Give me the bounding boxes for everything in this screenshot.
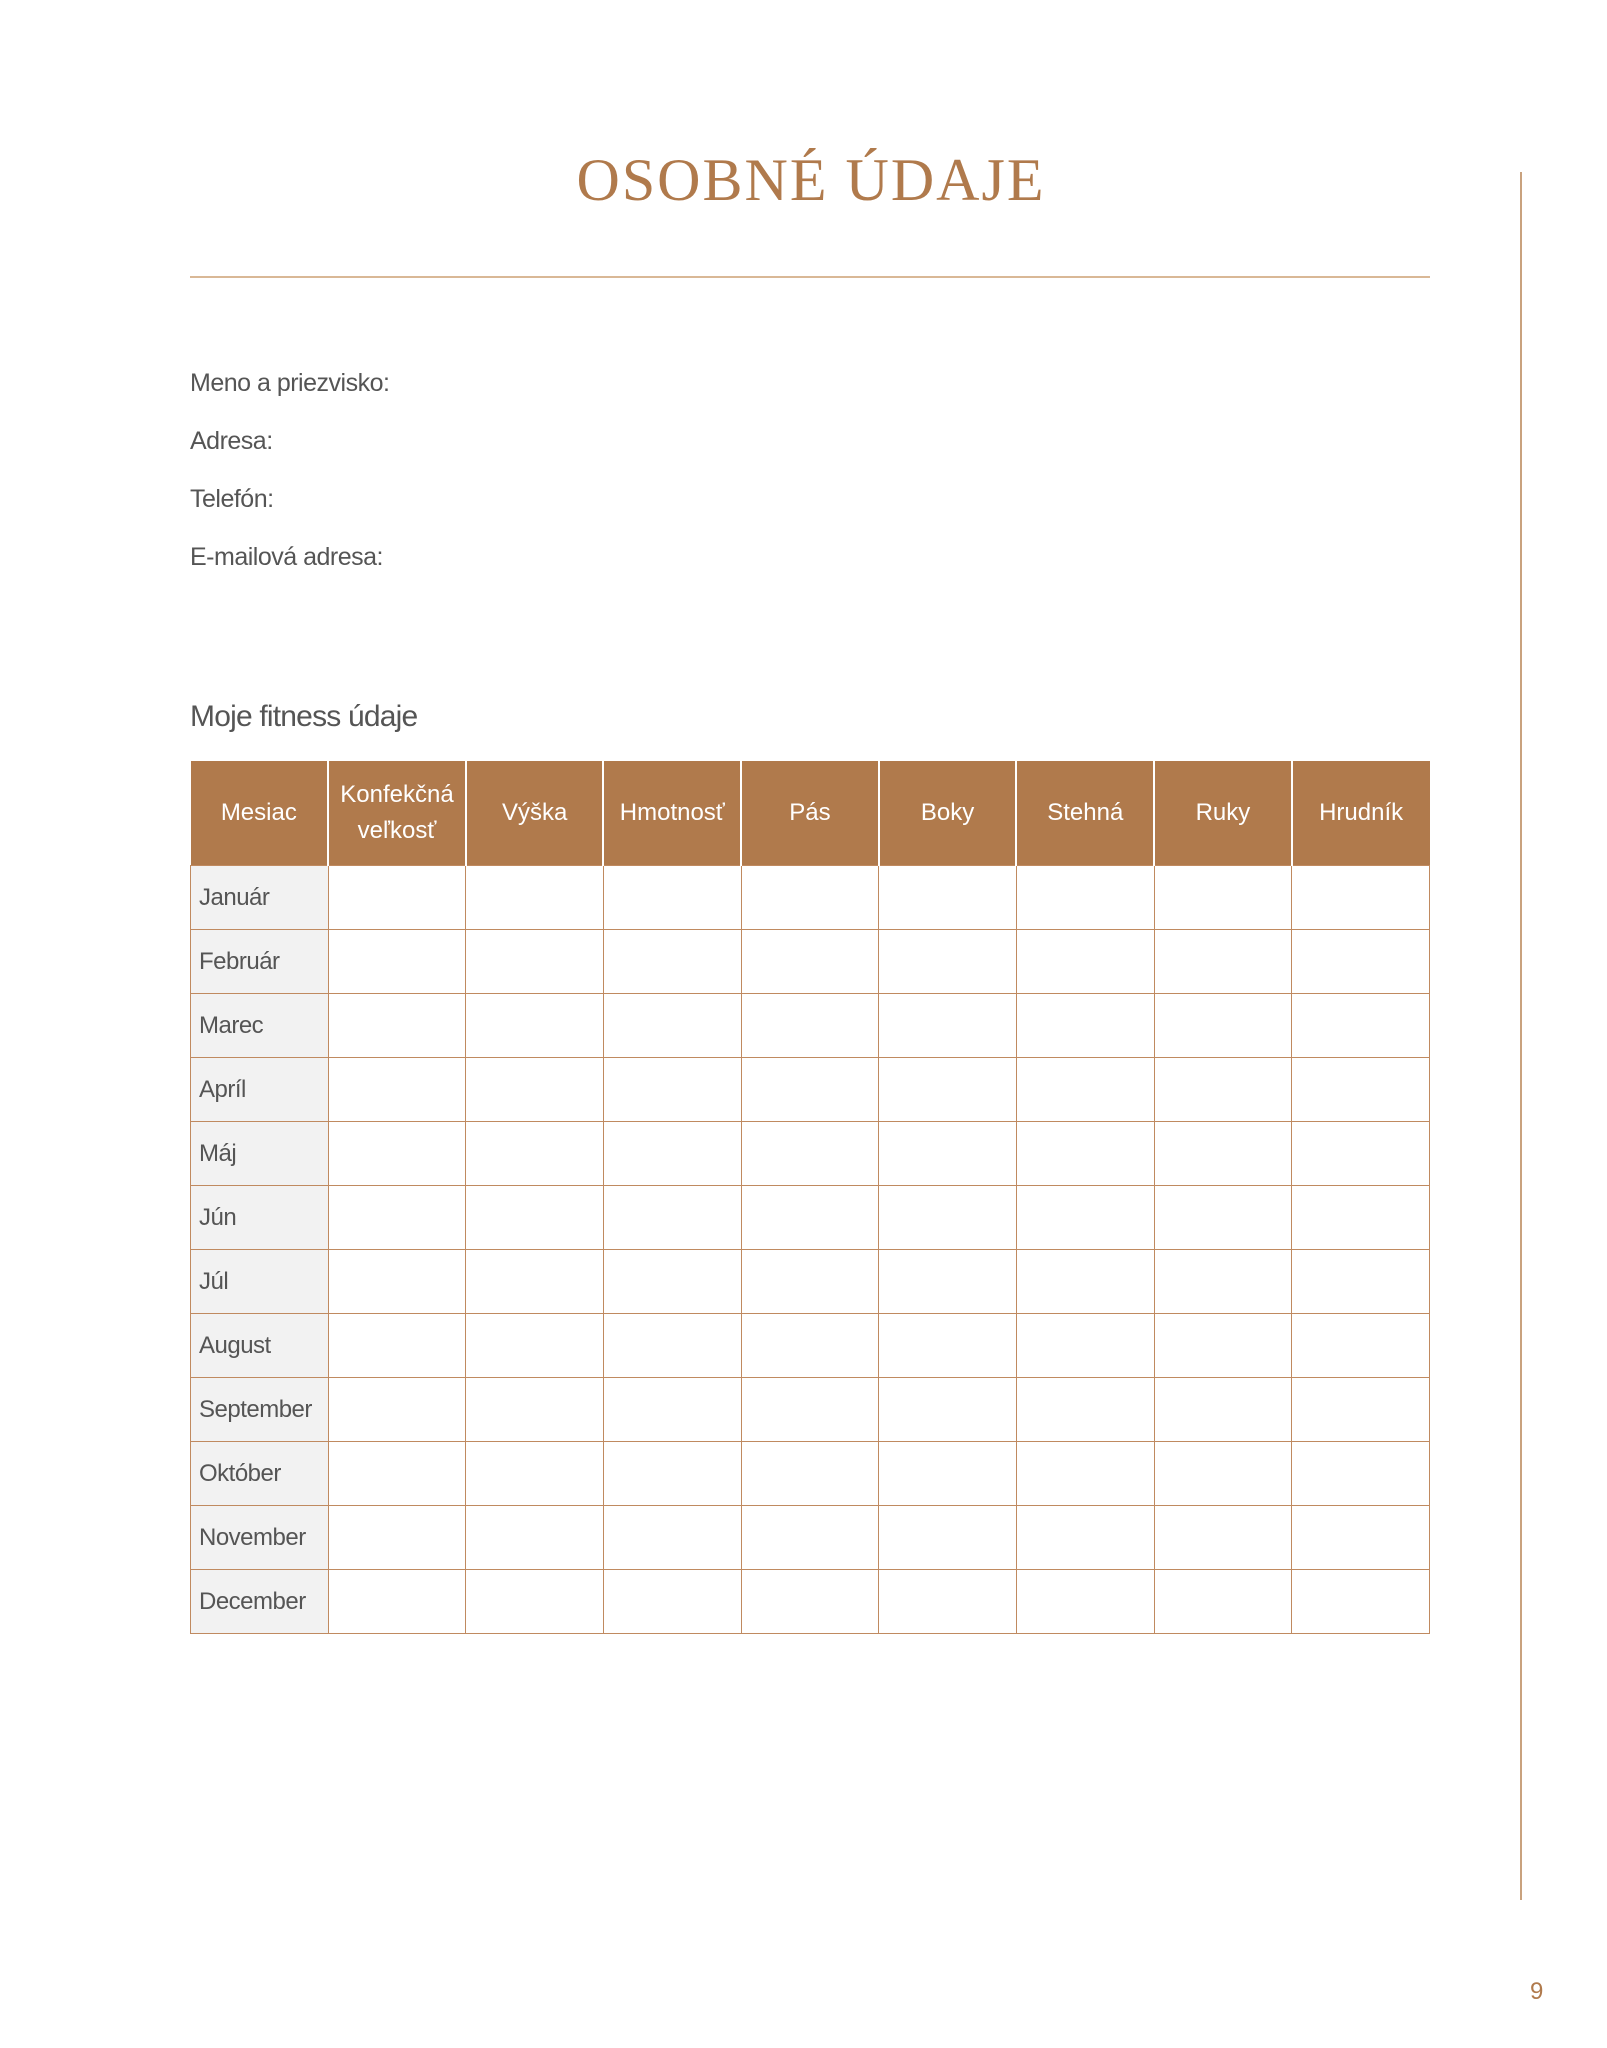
personal-info-fields [190,366,389,598]
entry-cell[interactable] [1292,1058,1430,1122]
entry-cell[interactable] [879,1314,1017,1378]
entry-cell[interactable] [466,1250,604,1314]
entry-cell[interactable] [1016,1186,1154,1250]
entry-cell[interactable] [1292,1378,1430,1442]
entry-cell[interactable] [1016,1506,1154,1570]
entry-cell[interactable] [879,1570,1017,1634]
column-header-month: Mesiac [191,761,329,866]
fitness-heading: Moje fitness údaje [190,700,418,733]
entry-cell[interactable] [879,1250,1017,1314]
month-cell: Apríl [191,1058,329,1122]
entry-cell[interactable] [879,1506,1017,1570]
entry-cell[interactable] [1154,866,1292,930]
field-address-label: Adresa: [190,427,273,455]
entry-cell[interactable] [1016,1058,1154,1122]
entry-cell[interactable] [328,930,466,994]
title-divider [190,276,1430,278]
entry-cell[interactable] [1154,1122,1292,1186]
column-header-chest: Hrudník [1292,761,1430,866]
entry-cell[interactable] [603,1186,741,1250]
entry-cell[interactable] [1292,994,1430,1058]
entry-cell[interactable] [1016,866,1154,930]
table-row [191,1122,1430,1186]
month-cell: Marec [191,994,329,1058]
entry-cell[interactable] [741,994,879,1058]
page-number: 9 [1530,1978,1544,2005]
entry-cell[interactable] [1154,1250,1292,1314]
entry-cell[interactable] [1292,930,1430,994]
entry-cell[interactable] [603,1506,741,1570]
table-row [191,1442,1430,1506]
entry-cell[interactable] [879,1058,1017,1122]
entry-cell[interactable] [1292,1442,1430,1506]
entry-cell[interactable] [466,1378,604,1442]
entry-cell[interactable] [879,930,1017,994]
table-row [191,1314,1430,1378]
month-cell: Máj [191,1122,329,1186]
month-cell: August [191,1314,329,1378]
entry-cell[interactable] [603,1314,741,1378]
entry-cell[interactable] [879,1378,1017,1442]
entry-cell[interactable] [1154,1442,1292,1506]
entry-cell[interactable] [1292,1314,1430,1378]
entry-cell[interactable] [603,1442,741,1506]
entry-cell[interactable] [741,1250,879,1314]
entry-cell[interactable] [328,1250,466,1314]
table-row [191,994,1430,1058]
entry-cell[interactable] [466,1506,604,1570]
entry-cell[interactable] [1016,1122,1154,1186]
entry-cell[interactable] [603,930,741,994]
entry-cell[interactable] [741,1122,879,1186]
entry-cell[interactable] [466,1570,604,1634]
table-row [191,1506,1430,1570]
entry-cell[interactable] [1016,1314,1154,1378]
entry-cell[interactable] [1016,1378,1154,1442]
entry-cell[interactable] [741,1570,879,1634]
entry-cell[interactable] [1292,1186,1430,1250]
entry-cell[interactable] [1154,1506,1292,1570]
month-cell: Február [191,930,329,994]
entry-cell[interactable] [879,1186,1017,1250]
entry-cell[interactable] [1016,1250,1154,1314]
month-cell: December [191,1570,329,1634]
table-row [191,1378,1430,1442]
fitness-table-body [191,866,1430,1634]
entry-cell[interactable] [741,1442,879,1506]
entry-cell[interactable] [1292,1506,1430,1570]
entry-cell[interactable] [879,1442,1017,1506]
entry-cell[interactable] [1292,866,1430,930]
table-row [191,866,1430,930]
entry-cell[interactable] [466,1122,604,1186]
table-row [191,1570,1430,1634]
column-header-clothing-size: Konfekčná veľkosť [328,761,466,866]
entry-cell[interactable] [741,1506,879,1570]
entry-cell[interactable] [1016,930,1154,994]
table-row [191,1058,1430,1122]
entry-cell[interactable] [328,1378,466,1442]
month-cell: Október [191,1442,329,1506]
table-row [191,1186,1430,1250]
entry-cell[interactable] [328,994,466,1058]
entry-cell[interactable] [466,1442,604,1506]
entry-cell[interactable] [603,866,741,930]
month-cell: September [191,1378,329,1442]
field-name-label: Meno a priezvisko: [190,369,390,397]
entry-cell[interactable] [879,994,1017,1058]
entry-cell[interactable] [1292,1570,1430,1634]
column-header-waist: Pás [741,761,879,866]
entry-cell[interactable] [741,1058,879,1122]
entry-cell[interactable] [1016,1442,1154,1506]
entry-cell[interactable] [741,866,879,930]
entry-cell[interactable] [328,1314,466,1378]
entry-cell[interactable] [1154,1378,1292,1442]
month-cell: Júl [191,1250,329,1314]
column-header-thighs: Stehná [1016,761,1154,866]
entry-cell[interactable] [328,1506,466,1570]
entry-cell[interactable] [741,930,879,994]
entry-cell[interactable] [328,1186,466,1250]
entry-cell[interactable] [741,1378,879,1442]
entry-cell[interactable] [328,866,466,930]
entry-cell[interactable] [1292,1250,1430,1314]
month-cell: November [191,1506,329,1570]
entry-cell[interactable] [603,1378,741,1442]
entry-cell[interactable] [328,1058,466,1122]
month-cell: Jún [191,1186,329,1250]
entry-cell[interactable] [466,1314,604,1378]
page-title: OSOBNÉ ÚDAJE [576,147,1046,213]
field-phone-label: Telefón: [190,485,274,513]
entry-cell[interactable] [1016,1570,1154,1634]
entry-cell[interactable] [466,930,604,994]
entry-cell[interactable] [603,1122,741,1186]
entry-cell[interactable] [741,1314,879,1378]
entry-cell[interactable] [1154,930,1292,994]
entry-cell[interactable] [466,994,604,1058]
entry-cell[interactable] [741,1186,879,1250]
entry-cell[interactable] [328,1122,466,1186]
fitness-table-header-row [191,761,1430,866]
side-divider [1520,172,1522,1900]
entry-cell[interactable] [1292,1122,1430,1186]
fitness-table [190,761,1430,1634]
entry-cell[interactable] [328,1442,466,1506]
column-header-weight: Hmotnosť [603,761,741,866]
entry-cell[interactable] [1016,994,1154,1058]
field-email-label: E-mailová adresa: [190,543,383,571]
entry-cell[interactable] [1154,1058,1292,1122]
entry-cell[interactable] [466,1058,604,1122]
table-row [191,930,1430,994]
entry-cell[interactable] [1154,1570,1292,1634]
table-row [191,1250,1430,1314]
entry-cell[interactable] [328,1570,466,1634]
column-header-height: Výška [466,761,604,866]
entry-cell[interactable] [603,1250,741,1314]
column-header-arms: Ruky [1154,761,1292,866]
column-header-hips: Boky [879,761,1017,866]
entry-cell[interactable] [603,1570,741,1634]
month-cell: Január [191,866,329,930]
entry-cell[interactable] [1154,1314,1292,1378]
entry-cell[interactable] [879,866,1017,930]
entry-cell[interactable] [603,1058,741,1122]
entry-cell[interactable] [466,866,604,930]
entry-cell[interactable] [466,1186,604,1250]
entry-cell[interactable] [603,994,741,1058]
entry-cell[interactable] [879,1122,1017,1186]
entry-cell[interactable] [1154,994,1292,1058]
entry-cell[interactable] [1154,1186,1292,1250]
